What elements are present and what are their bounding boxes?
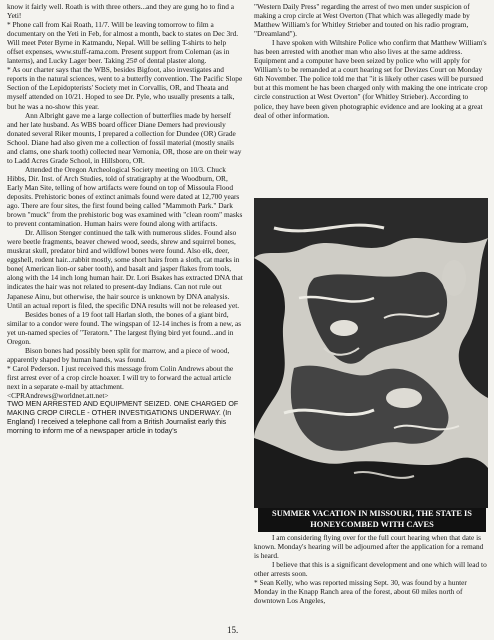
left-paragraph: * As our charter says that the WBS, besides Bigfoot, also investigates and reports in the natural sciences, went to a butterfly convention. The Pacific Slope Section of the Lepidopterists' Society met in Corvallis, OR, and Theata and myself attended on 10/21. Hoped to see Dr. Pyle, who usually presents a talk, but he was a no-show this year. [7, 65, 243, 111]
left-paragraph: TWO MEN ARRESTED AND EQUIPMENT SEIZED. ONE CHARGED OF MAKING CROP CIRCLE - OTHER INVESTIGATIONS UNDERWAY. (In England) I received a telephone call from a British Journalist early this morning to inform me of a newspaper article in today's [7, 400, 239, 436]
right-bottom-paragraph: I believe that this is a significant development and one which will lead to other arrests soon. [254, 560, 487, 579]
cave-photo [254, 198, 488, 508]
right-top-paragraph: "Western Daily Press" regarding the arrest of two men under suspicion of making a crop circle at West Overton (That which was allegedly made by Matthew William's for Whitley Strieber and touted on his radio program, "Dreamland"). [254, 2, 470, 39]
right-lower-text [254, 533, 488, 605]
right-top-paragraph: I have spoken with Wiltshire Police who confirm that Matthew William's has been arrested with another man who also lives at the same address. Equipment and a computer have been seized by police who will apply for William's to be remanded at a court hearing set for Devizes Court on Monday 6th November. The police told me that "it is likely other cases will be pursued but at this moment he has been charged only with making the one intricate crop circle construction at West Overton" (for Whitley Strieber). According to police, they have been given photographic evidence and are looking at a great deal of other information. [254, 38, 488, 120]
page-number: 15. [227, 625, 239, 635]
left-paragraph: <CPRAndrews@worldnet.att.net> [7, 391, 109, 401]
left-paragraph: Attended the Oregon Archeological Society meeting on 10/3. Chuck Hibbs, Dir. Inst. of Arch Studies, told of stratigraphy at the Woodburn, OR, Early Man Site, telling of how artifacts were found on top of Missoula Flood deposits. Prehistoric bones of extinct animals found were dated at 12,700 years ago. There are four sites, the first found being called "Mammoth Park." Dark brown "muck" from the prehistoric bog was examined with "clean room" masks to prevent contamination. Human hairs were found along with artifacts. [7, 164, 243, 229]
left-paragraph: * Carol Pederson. I just received this message from Colin Andrews about the first arrest ever of a crop circle hoaxer. I will try to forward the actual article next in a separate e-mail by attachment. [7, 363, 234, 391]
right-bottom-paragraph: * Sean Kelly, who was reported missing Sept. 30, was found by a hunter Monday in the Knapp Ranch area of the forest, about 60 miles north of downtown Los Angeles, [254, 578, 467, 606]
photo-caption: SUMMER VACATION IN MISSOURI, THE STATE IS HONEYCOMBED WITH CAVES [258, 508, 486, 532]
left-text-column [7, 2, 243, 436]
left-paragraph: know it fairly well. Roath is with three others...and they are gung ho to find a Yeti! [7, 2, 234, 21]
left-paragraph: Ann Albright gave me a large collection of butterflies made by herself and her late husband. As WBS board officer Diane Demers had previously donated several Riker mounts, I prepared a collection for Dundee (OR) Grade School. Diane had also given me a collection of fossil material (mostly snails and clams, one shark tooth) collected near Vernonia, OR, those are on their way to Ladd Acres Grade School, in Hillsboro, OR. [7, 110, 242, 165]
cave-photo-image [254, 198, 488, 508]
left-paragraph: Bison bones had possibly been split for marrow, and a piece of wood, apparently shaped by human hands, was found. [7, 345, 230, 364]
left-paragraph: * Phone call from Kai Roath, 11/7. Will be leaving tomorrow to film a documentary on the Yeti in Feb, for almost a month, back to states on Dec 3rd. Will meet Peter Byrne in Katmandu, Nepal. Will be selling T-shirts to help offset expenses, www.stuff-rama.com. Present support from Coleman (as in lanterns), and Lucky Lager beer. Taking 25# of dental plaster along. [7, 20, 239, 66]
left-paragraph: Besides bones of a 19 foot tall Harlan sloth, the bones of a giant bird, similar to a condor were found. The wingspan of 12-14 inches is from a new, as yet un-named species of "Teratorn." The largest flying bird yet found...and in Oregon. [7, 309, 242, 346]
left-paragraph: Dr. Allison Stenger continued the talk with numerous slides. Found also were beetle fragments, beaver chewed wood, seeds, shrew and squirrel bones, muskrat skull, predator bird and wildfowl bones were found. Also elk, deer, eggshell, rodent hair...rabbit mostly, some short hairs from a sloth, cat marks in bone( American lion-or saber tooth), and basalt and jasper flakes from tools, along with the 14 inch long human hair. Dr. Lori Bsakes has extracted DNA that indicates the hair was not related to present-day Indians. Can not rule out Japanese Ainu, but otherwise, the hair source is unknown by DNA analysis. Until an actual report is filed, the specific DNA results will not be released yet. [7, 228, 243, 310]
right-bottom-paragraph: I am considering flying over for the full court hearing when that date is known. Monday's hearing will be adjourned after the application for a remand is heard. [254, 533, 484, 561]
right-text-column [254, 2, 488, 120]
